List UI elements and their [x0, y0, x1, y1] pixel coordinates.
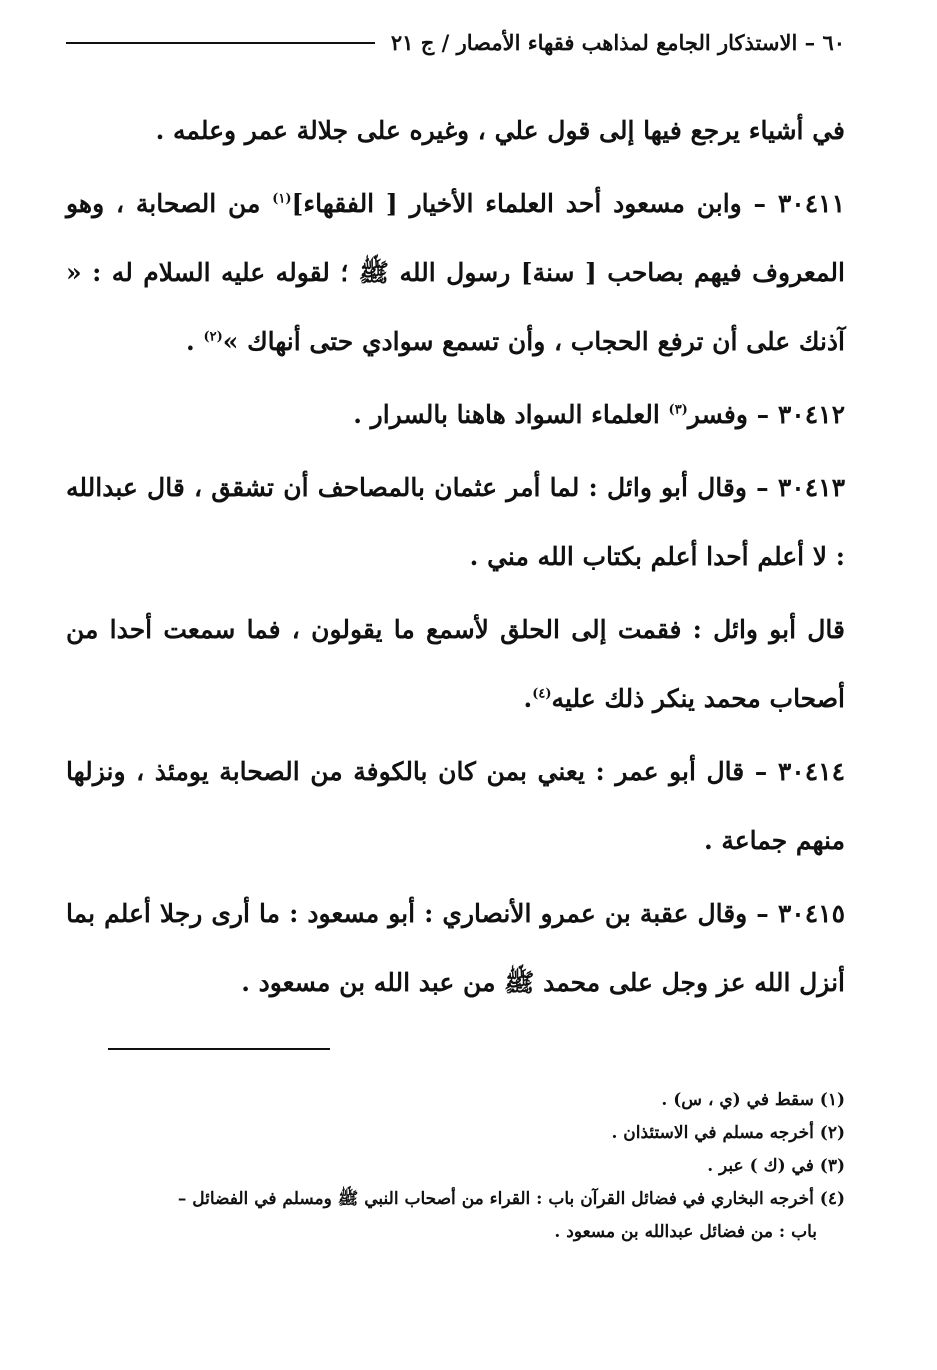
paragraph-30414: [66, 737, 845, 875]
footnote: (٤) أخرجه البخاري في فضائل القرآن باب : القراء من أصحاب النبي ﷺ ومسلم في الفضائل –: [177, 1189, 845, 1209]
paragraph-text: ٣٠٤١٣ – وقال أبو وائل : لما أمر عثمان بالمصاحف أن تشقق ، قال عبدالله : لا أعلم أحدا أعلم بكتاب الله مني .: [66, 473, 845, 571]
footnote-ref: (٤): [532, 686, 552, 702]
paragraph-text: ٣٠٤١١ – وابن مسعود أحد العلماء الأخيار [ الفقهاء]: [291, 189, 845, 218]
paragraph-30415: [66, 879, 845, 1017]
paragraph-text: ٣٠٤١٤ – قال أبو عمر : يعني بمن كان بالكوفة من الصحابة يومئذ ، ونزلها منهم جماعة .: [66, 757, 845, 855]
footnote: (١) سقط في (ي ، س) .: [661, 1090, 845, 1110]
running-title: ٦٠ – الاستذكار الجامع لمذاهب فقهاء الأمصار / ج ٢١: [390, 30, 845, 55]
paragraph: [66, 96, 845, 165]
footnote-ref: (٢): [203, 329, 223, 345]
footnote-separator: [108, 1048, 330, 1050]
paragraph-text: في أشياء يرجع فيها إلى قول علي ، وغيره على جلالة عمر وعلمه .: [155, 116, 845, 145]
paragraph-text: من الصحابة ، وهو المعروف فيهم بصاحب [ سنة] رسول الله ﷺ ؛ لقوله عليه السلام له : « آذنك على أن ترفع الحجاب ، وأن تسمع سوادي حتى أنهاك »: [66, 189, 845, 356]
footnote: (٢) أخرجه مسلم في الاستئذان .: [611, 1123, 845, 1143]
footnote-ref: (٣): [668, 402, 688, 418]
header-rule: [66, 42, 375, 44]
paragraph-30412: [66, 380, 845, 449]
paragraph-text: ٣٠٤١٢ – وفسر: [687, 400, 845, 429]
footnotes: [66, 1084, 845, 1249]
paragraph-30411: [66, 169, 845, 376]
footnote-continuation: باب : من فضائل عبدالله بن مسعود .: [554, 1222, 817, 1242]
paragraph-text: العلماء السواد هاهنا بالسرار .: [353, 400, 669, 429]
main-text: [66, 96, 845, 1017]
paragraph-text: ٣٠٤١٥ – وقال عقبة بن عمرو الأنصاري : أبو مسعود : ما أرى رجلا أعلم بما أنزل الله عز وجل على محمد ﷺ من عبد الله بن مسعود .: [66, 899, 845, 997]
page-header: [66, 30, 845, 55]
footnote: (٣) في (ك ) عبر .: [707, 1156, 845, 1176]
footnote-ref: (١): [272, 191, 292, 207]
paragraph-text: .: [186, 327, 204, 356]
paragraph-text: .: [523, 684, 533, 713]
paragraph-abu-wail: [66, 595, 845, 733]
paragraph-text: قال أبو وائل : فقمت إلى الحلق لأسمع ما يقولون ، فما سمعت أحدا من أصحاب محمد ينكر ذلك عليه: [66, 615, 845, 713]
paragraph-30413: [66, 453, 845, 591]
